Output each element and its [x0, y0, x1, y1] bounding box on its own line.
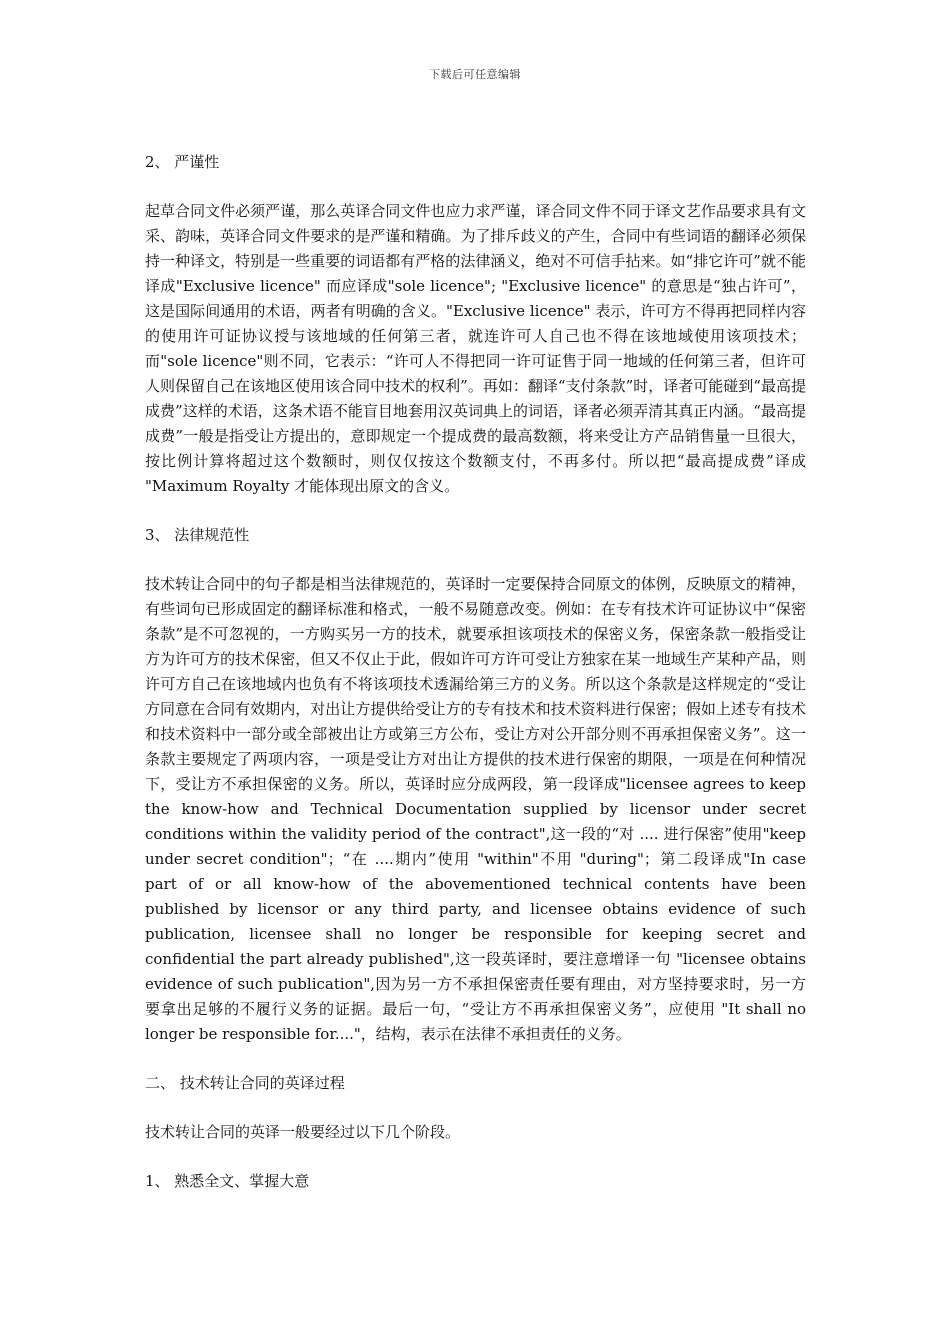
document-body	[145, 150, 806, 1194]
section-heading-process: 二、 技术转让合同的英译过程	[145, 1074, 345, 1092]
spacer	[145, 175, 806, 199]
paragraph-process-intro: 技术转让合同的英译一般要经过以下几个阶段。	[145, 1123, 461, 1141]
paragraph-strictness: 起草合同文件必须严谨，那么英译合同文件也应力求严谨，译合同文件不同于译文艺作品要求具有文采、韵味，英译合同文件要求的是严谨和精确。为了排斥歧义的产生，合同中有些词语的翻译必须保持一种译文，特别是一些重要的词语都有严格的法律涵义，绝对不可信手拈来。如“排它许可”就不能译成"Exclusive licence" 而应译成"sole licence"; "Exclusive licence" 的意思是“独占许可”，这是国际间通用的术语，两者有明确的含义。"Exclusive licence" 表示，许可方不得再把同样内容的使用许可证协议授与该地域的任何第三者，就连许可人自己也不得在该地域使用该项技术；而"sole licence"则不同，它表示：“许可人不得把同一许可证售于同一地域的任何第三者，但许可人则保留自己在该地区使用该合同中技术的权利”。再如：翻译“支付条款”时，译者可能碰到“最高提成费”这样的术语，这条术语不能盲目地套用汉英词典上的词语，译者必须弄清其真正内涵。“最高提成费”一般是指受让方提出的，意即规定一个提成费的最高数额，将来受让方产品销售量一旦很大，按比例计算将超过这个数额时，则仅仅按这个数额支付，不再多付。所以把“最高提成费”译成 "Maximum Royalty 才能体现出原文的含义。	[145, 202, 806, 495]
page-header: 下载后可任意编辑	[429, 68, 521, 81]
section-heading-stage1: 1、 熟悉全文、掌握大意	[145, 1172, 310, 1190]
paragraph-legal: 技术转让合同中的句子都是相当法律规范的，英译时一定要保持合同原文的体例，反映原文的精神，有些词句已形成固定的翻译标准和格式，一般不易随意改变。例如：在专有技术许可证协议中“保密条款”是不可忽视的，一方购买另一方的技术，就要承担该项技术的保密义务，保密条款一般指受让方为许可方的技术保密，但又不仅止于此，假如许可方许可受让方独家在某一地域生产某种产品，则许可方自己在该地域内也负有不将该项技术透漏给第三方的义务。所以这个条款是这样规定的“受让方同意在合同有效期内，对出让方提供给受让方的专有技术和技术资料进行保密；假如上述专有技术和技术资料中一部分或全部被出让方或第三方公布，受让方对公开部分则不再承担保密义务”。这一条款主要规定了两项内容，一项是受让方对出让方提供的技术进行保密的期限，一项是在何种情况下，受让方不承担保密的义务。所以，英译时应分成两段，第一段译成"licensee agrees to keep the know-how and Technical Documentation supplied by licensor under secret conditions within the validity period of the contract",这一段的“对 .... 进行保密”使用"keep under secret condition"；“在 ....期内”使用 "within"不用 "during"；第二段译成"In case part of or all know-how of the abovementioned technical contents have been published by licensor or any third party, and licensee obtains evidence of such publication, licensee shall no longer be responsible for keeping secret and confidential the part already published",这一段英译时，要注意增译一句 "licensee obtains evidence of such publication",因为另一方不承担保密责任要有理由，对方坚持要求时，另一方要拿出足够的不履行义务的证据。最后一句，“受让方不再承担保密义务”，应使用 "It shall no longer be responsible for...."，结构，表示在法律不承担责任的义务。	[145, 575, 806, 1043]
section-heading-strictness: 2、 严谨性	[145, 153, 220, 171]
spacer	[145, 1047, 806, 1071]
spacer	[145, 548, 806, 572]
spacer	[145, 1096, 806, 1120]
spacer	[145, 1145, 806, 1169]
spacer	[145, 499, 806, 523]
section-heading-legal: 3、 法律规范性	[145, 526, 250, 544]
